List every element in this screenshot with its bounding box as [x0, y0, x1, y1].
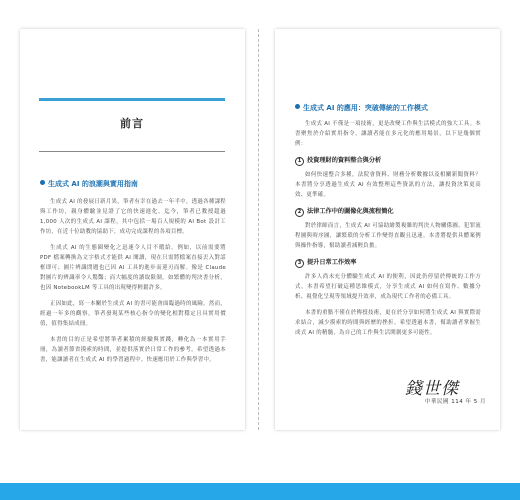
paragraph: 正因如此，寫一本關於生成式 AI 的書可能會面臨過時的風險。然而，經過一年多的觀察，筆者發現某些核心指令的變化相對穩定且具實用價值，值得集結成冊。: [40, 301, 226, 327]
paragraph: 許多人尚未充分體驗生成式 AI 的便利，因此仍停留於傳統的工作方式。本書希望打破這種思維模式，分享生成式 AI 如何在寫作、數據分析、視覺化呈現等領域提升效率，成為現代工作者的必備工具。: [295, 274, 481, 300]
bullet-icon: [40, 180, 45, 185]
section-heading-text: 生成式 AI 的浪潮與實用指南: [48, 180, 138, 188]
number-circle-icon: 1: [295, 157, 304, 166]
section-heading: [40, 179, 226, 189]
signature-date: 中華民國 114 年 5 月: [425, 399, 486, 405]
number-circle-icon: 2: [295, 208, 304, 217]
numbered-heading: [295, 257, 481, 268]
left-page: [20, 29, 245, 430]
right-content: [295, 103, 481, 344]
title-box: [39, 98, 225, 152]
number-circle-icon: 3: [295, 259, 304, 268]
numbered-heading-text: 法律工作中的圖像化與流程簡化: [307, 208, 394, 215]
numbered-heading: [295, 155, 481, 166]
section-heading-text: 生成式 AI 的應用：突破傳統的工作模式: [303, 104, 428, 112]
right-page: [275, 29, 500, 430]
bottom-bar: [0, 483, 520, 500]
paragraph: 對於律師而言，生成式 AI 可協助繪製複雜的判決人物關係圖、犯罪流程圖與時序圖，讓繁瑣的分析工作變得直觀且迅速。本書將提供具體案例與操作指導，幫助讀者減輕負擔。: [295, 223, 481, 249]
numbered-heading: [295, 206, 481, 217]
closing-paragraph: 本書的重點不僅在於傳授技術，更在於分享如何將生成式 AI 與實際需求結合，減少摸索的時間與經歷的挫折。希望透過本書，幫助讀者掌握生成式 AI 的精髓，為自己的工作與生活開創更多可能性。: [295, 310, 481, 336]
paragraph: 如何快速整合多種，法院會資料、財務分析數據以及相關新聞資料？本書將分享透過生成式 AI 有效整理這些資訊的方法，讓投資決策更高效、更準確。: [295, 172, 481, 198]
intro-paragraph: 生成式 AI 不僅是一項技術，更是改變工作與生活模式的強大工具。本書聚焦於介紹實用指令，讓讀者能在多元化的應用場景，以下是幾個實例：: [295, 121, 481, 147]
author-signature: 錢世傑: [405, 379, 459, 399]
book-spine: [258, 29, 260, 430]
title-underline: [39, 151, 225, 152]
bullet-icon: [295, 104, 300, 109]
paragraph: 本書的目的正是希望將筆者累積的經驗與實踐，轉化為一本實用手冊，為讀者節省摸索的時間，並提供落實於日常工作的參考。希望透過本書，能讓讀者在生成式 AI 的學習過程中，快速應用於工作與學習中。: [40, 337, 226, 363]
paragraph: 生成式 AI 的生態圈變化之迅速令人目不暇給。例如，以前需要將 PDF 檔案轉換為文字格式才能供 AI 閱讀，現在只需將檔案直接丟入對話框即可；圖片辨識問題也已因 AI 工具的進步而迎刃而解。像是 Claude 對圖片的辨識率令人驚豔；而大幅度的讀取限制，如繁體的判決書分析，也因 NotebookLM 等工具的出現變得輕鬆許多。: [40, 245, 226, 291]
paragraph: 生成式 AI 的發展日新月異，筆者有幸在過去一年半中，透過各種課程與工作坊，親身體驗並見證了它的快速進化。迄今，筆者已教授超過 1,000 人次的生成式 AI 課程，其中包括一場百人規模的 AI Bot 設計工作坊，在近十位助教的協助下，成功完成課程的各項目標。: [40, 199, 226, 235]
numbered-heading-text: 提升日常工作效率: [307, 259, 357, 266]
left-content: [40, 179, 226, 371]
page-title: 前言: [120, 117, 144, 130]
numbered-heading-text: 投資理財的資料整合與分析: [307, 157, 382, 164]
section-heading: [295, 103, 481, 113]
